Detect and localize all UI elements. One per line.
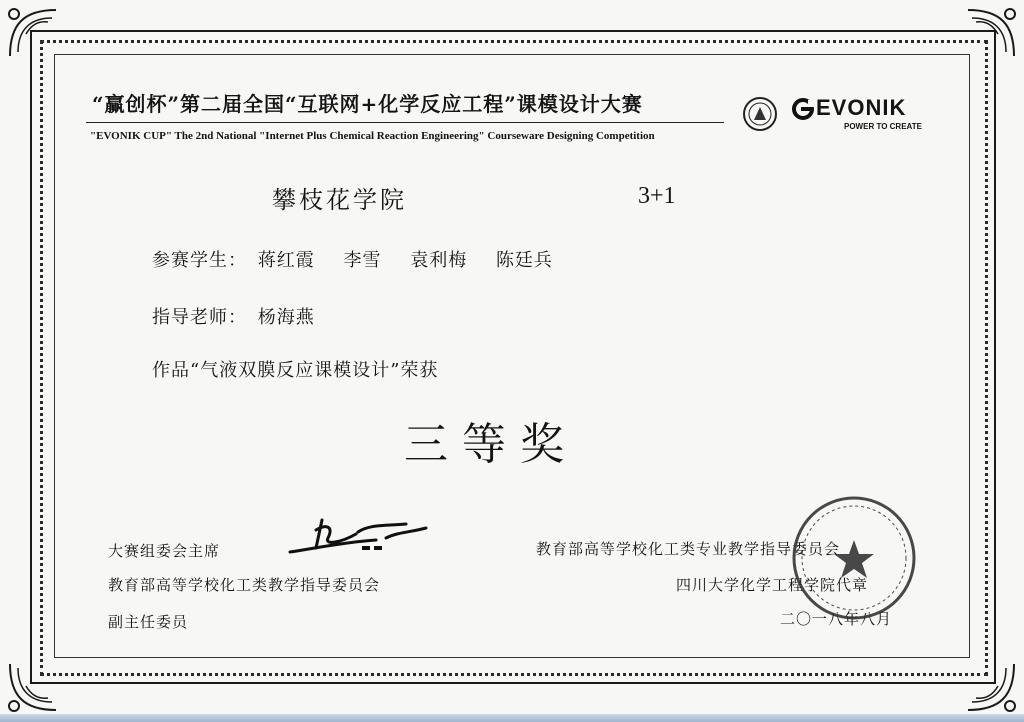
evonik-tagline: POWER TO CREATE <box>844 122 922 131</box>
school-name: 攀枝花学院 <box>272 186 407 214</box>
advisor-label: 指导老师： <box>152 307 247 328</box>
footer-left-line: 副主任委员 <box>108 613 189 631</box>
corner-ornament-top-right <box>962 4 1020 62</box>
advisor-name: 杨海燕 <box>257 307 315 328</box>
official-seal-stamp <box>790 494 918 622</box>
footer-left-line: 教育部高等学校化工类教学指导委员会 <box>108 576 381 594</box>
competition-title: “赢创杯”第二届全国“互联网+化学反应工程”课模设计大赛 <box>92 92 643 116</box>
handwritten-signature <box>286 512 436 560</box>
title-divider <box>86 122 724 123</box>
corner-ornament-bottom-right <box>962 658 1020 716</box>
footer-right-line: 教育部高等学校化工类专业教学指导委员会 <box>536 540 841 558</box>
evonik-wordmark: EVONIK <box>816 95 907 120</box>
university-emblem-icon <box>742 96 778 132</box>
student-name: 陈廷兵 <box>495 250 553 271</box>
student-name: 蒋红霞 <box>257 250 315 271</box>
team-name: 3+1 <box>638 183 676 209</box>
student-name: 李雪 <box>343 250 382 271</box>
work-title: 作品“气液双膜反应课模设计”荣获 <box>152 360 439 381</box>
corner-ornament-top-left <box>4 4 62 62</box>
award-level: 三等奖 <box>404 419 578 470</box>
evonik-mark-icon <box>792 98 814 120</box>
footer-left-line: 大赛组委会主席 <box>108 542 221 560</box>
competition-title-english: "EVONIK CUP" The 2nd National "Internet Plus Chemical Reaction Engineering" Courseware Designing Competition <box>90 130 655 142</box>
advisor-line <box>152 303 337 329</box>
footer-right-line: 四川大学化学工程学院代章 <box>676 576 869 594</box>
bottom-edge <box>0 714 1024 722</box>
students-label: 参赛学生： <box>152 250 247 271</box>
footer-right-line: 二〇一八年八月 <box>780 610 893 628</box>
students-line <box>152 246 575 272</box>
corner-ornament-bottom-left <box>4 658 62 716</box>
student-name: 袁利梅 <box>410 250 468 271</box>
